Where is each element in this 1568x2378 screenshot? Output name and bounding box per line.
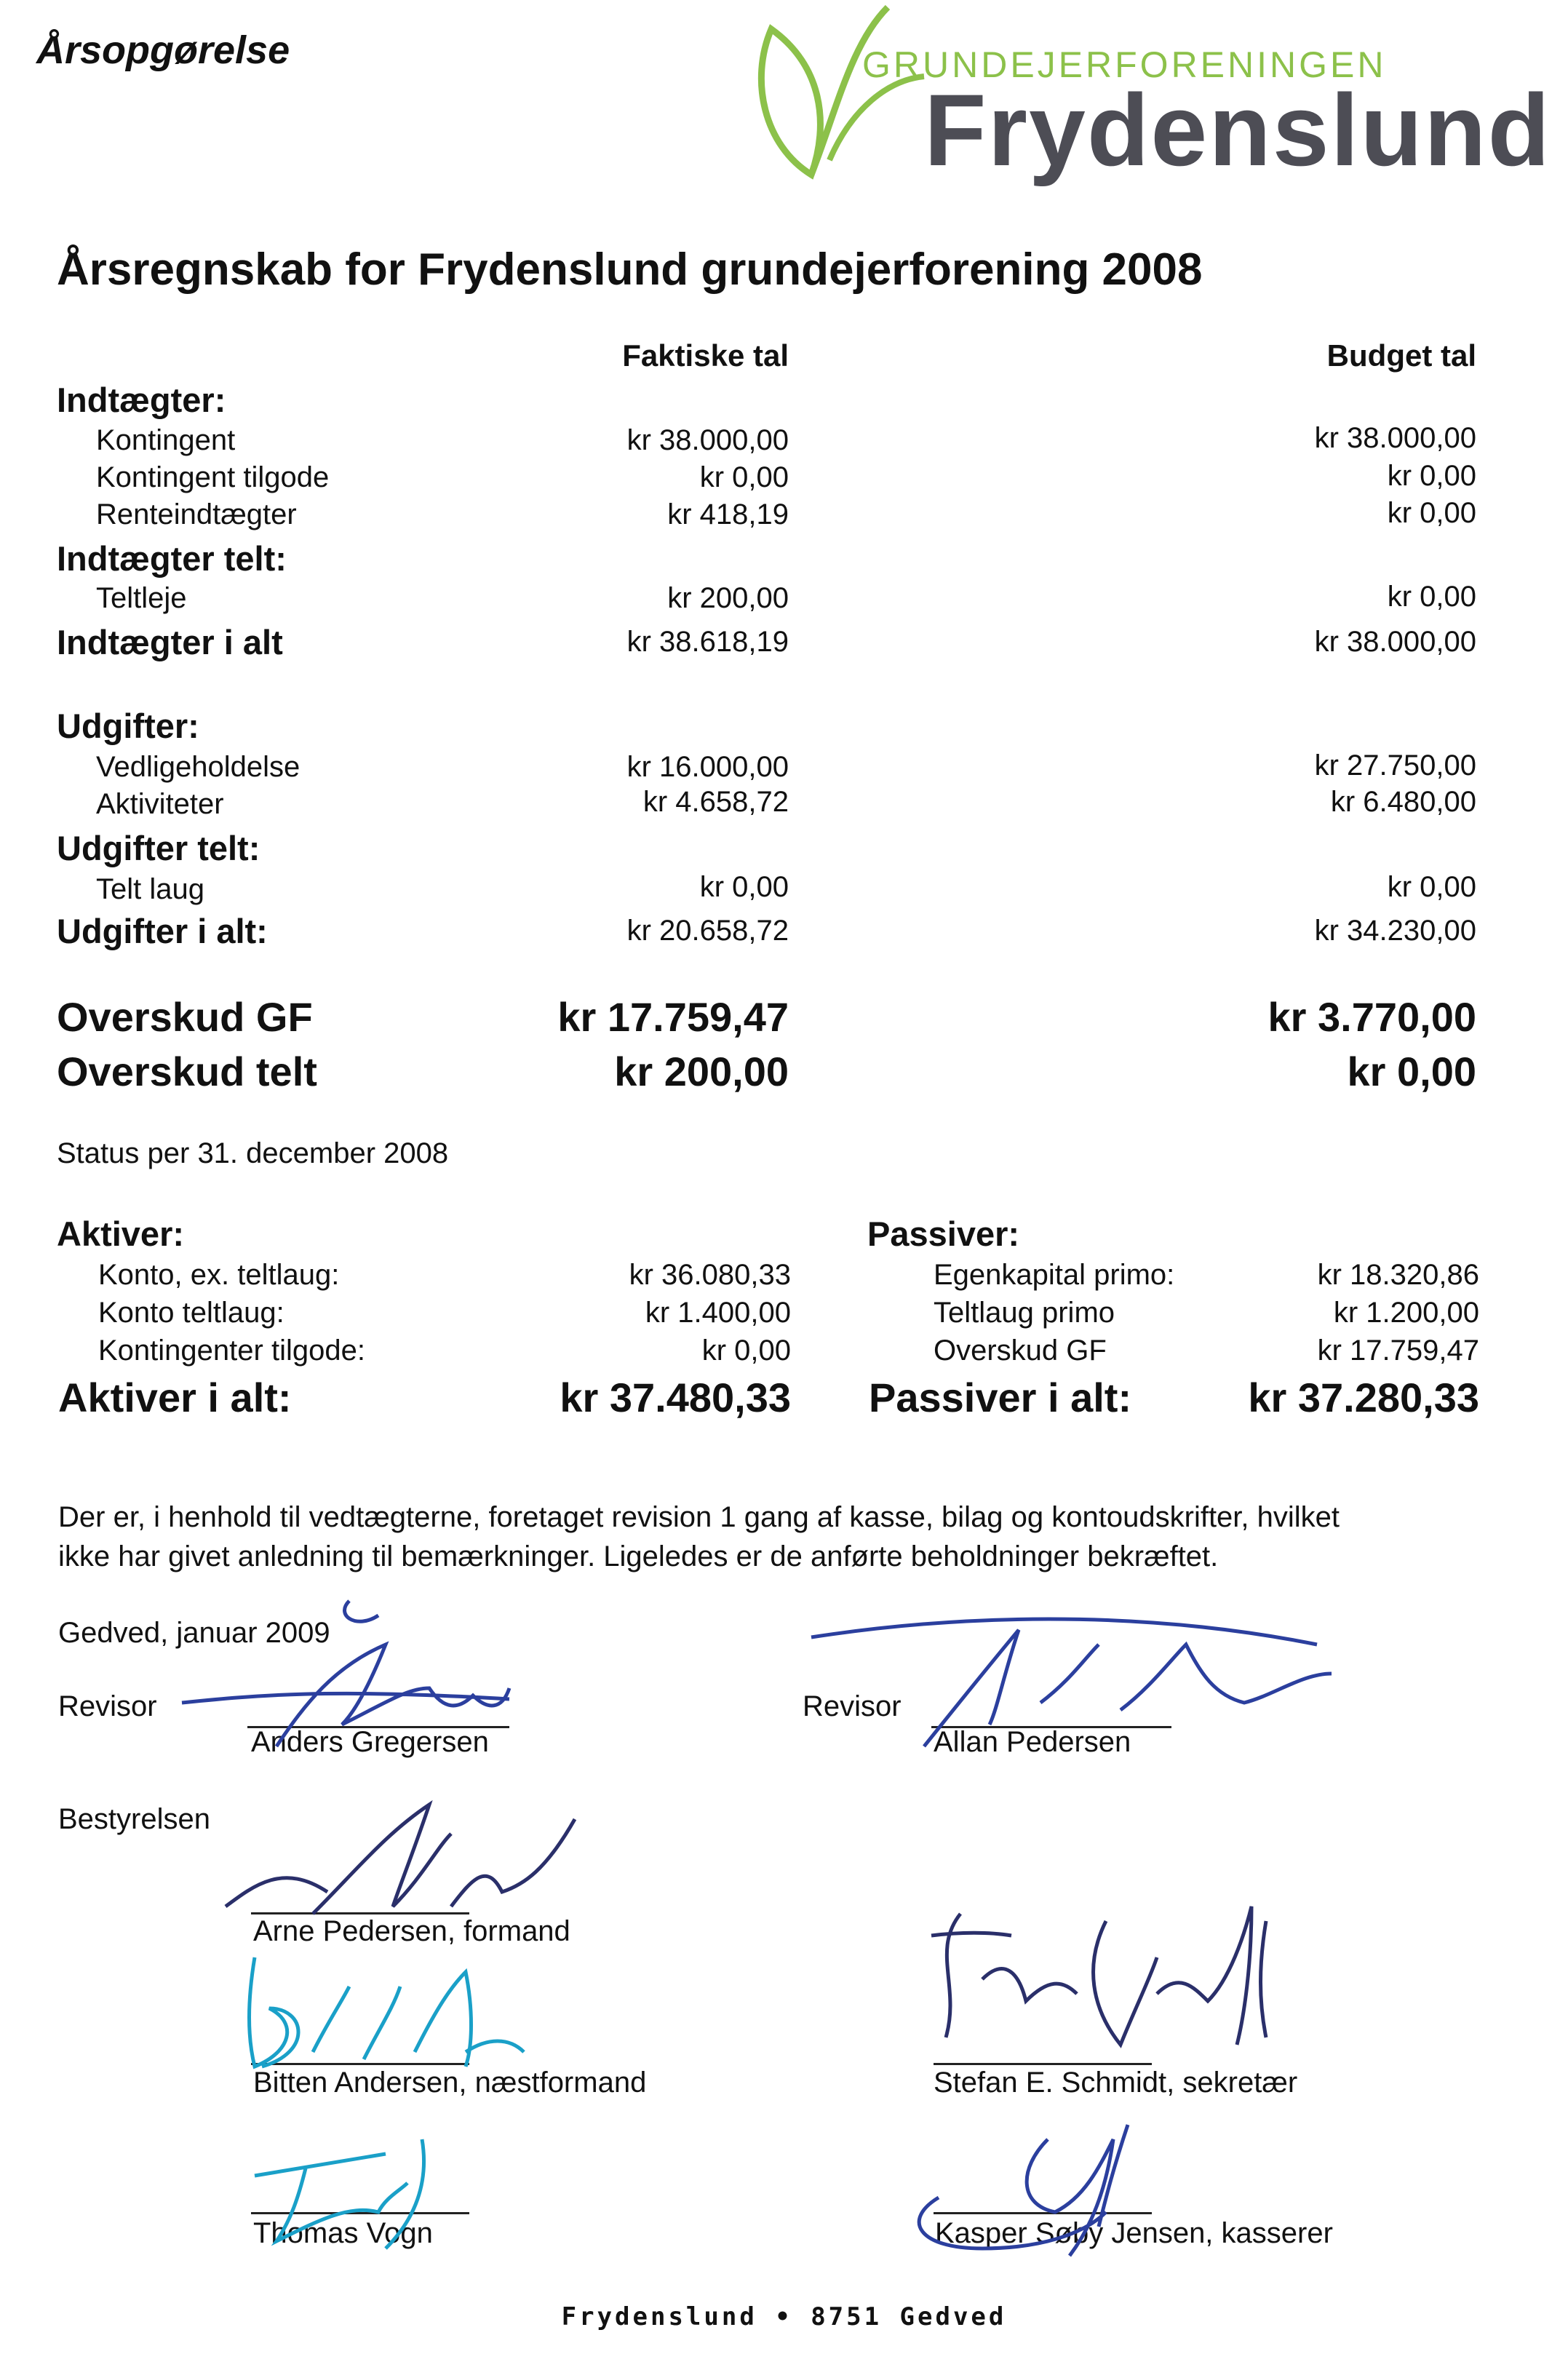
expenses-row-actual: kr 4.658,72: [642, 786, 789, 818]
income-row-actual: kr 38.000,00: [626, 424, 789, 456]
logo-subtitle: GRUNDEJERFORENINGEN: [862, 44, 1387, 85]
surplus-actual: kr 200,00: [614, 1049, 789, 1094]
income-total-budget: kr 38.000,00: [1314, 626, 1476, 658]
assets-row-value: kr 0,00: [701, 1335, 791, 1367]
assets-heading: Aktiver:: [57, 1214, 185, 1253]
surplus-label: Overskud telt: [57, 1049, 317, 1094]
income-heading: Indtægter:: [57, 381, 226, 419]
signature-thomas-vogn: [240, 2125, 473, 2248]
income-total-label: Indtægter i alt: [57, 623, 283, 661]
expenses-row-budget: kr 6.480,00: [1330, 786, 1476, 818]
audit-text-line: ikke har givet anledning til bemærkninger. Ligeledes er de anførte beholdninger bekræftet.: [58, 1540, 1219, 1572]
income-row-actual: kr 418,19: [667, 498, 789, 530]
assets-row-label: Konto, ex. teltlaug:: [98, 1259, 340, 1291]
board-label: Bestyrelsen: [58, 1803, 210, 1835]
income-row-label: Kontingent: [96, 424, 236, 456]
assets-total-value: kr 37.480,33: [560, 1375, 791, 1420]
place-date: Gedved, januar 2009: [58, 1617, 330, 1649]
board-member-name: Arne Pedersen, formand: [253, 1915, 570, 1947]
expenses-row-actual: kr 16.000,00: [626, 751, 789, 783]
surplus-label: Overskud GF: [57, 994, 313, 1040]
signature-stefan-schmidt: [917, 1892, 1310, 2074]
auditor-role: Revisor: [58, 1690, 157, 1722]
liabilities-row-label: Overskud GF: [934, 1335, 1107, 1367]
surplus-budget: kr 0,00: [1347, 1049, 1476, 1094]
assets-row-value: kr 1.400,00: [645, 1297, 791, 1329]
signature-anders-gregersen: [167, 1601, 546, 1761]
income-total-actual: kr 38.618,19: [626, 626, 789, 658]
expenses-tent-row-label: Telt laug: [96, 873, 204, 905]
signature-bitten-andersen: [233, 1943, 538, 2081]
income-row-actual: kr 0,00: [699, 461, 789, 493]
liabilities-row-value: kr 17.759,47: [1317, 1335, 1479, 1367]
income-row-budget: kr 38.000,00: [1314, 422, 1476, 454]
expenses-tent-row-actual: kr 0,00: [699, 871, 789, 903]
surplus-budget: kr 3.770,00: [1267, 994, 1476, 1040]
income-row-budget: kr 0,00: [1387, 460, 1476, 492]
expenses-row-budget: kr 27.750,00: [1314, 749, 1476, 782]
column-header-actual: Faktiske tal: [622, 338, 789, 373]
board-member-name: Stefan E. Schmidt, sekretær: [934, 2067, 1298, 2099]
assets-row-value: kr 36.080,33: [629, 1259, 791, 1291]
column-header-budget: Budget tal: [1326, 338, 1476, 373]
auditor-name: Allan Pedersen: [934, 1726, 1131, 1758]
liabilities-total-label: Passiver i alt:: [869, 1375, 1132, 1420]
expenses-total-actual: kr 20.658,72: [626, 915, 789, 947]
signature-allan-pedersen: [808, 1601, 1361, 1761]
board-member-name: Thomas Vogn: [253, 2217, 433, 2249]
expenses-tent-row-budget: kr 0,00: [1387, 871, 1476, 903]
income-row-label: Kontingent tilgode: [96, 461, 330, 493]
expenses-heading: Udgifter:: [57, 707, 199, 745]
page-title: Årsregnskab for Frydenslund grundejerforening 2008: [57, 244, 1203, 295]
board-member-name: Bitten Andersen, næstformand: [253, 2067, 647, 2099]
liabilities-row-label: Teltlaug primo: [934, 1297, 1115, 1329]
signature-arne-pedersen: [211, 1790, 589, 1936]
board-member-name: Kasper Søby Jensen, kasserer: [935, 2217, 1333, 2249]
income-tent-heading: Indtægter telt:: [57, 539, 287, 578]
document-label: Årsopgørelse: [36, 28, 290, 72]
income-row-label: Renteindtægter: [96, 498, 297, 530]
liabilities-row-value: kr 18.320,86: [1317, 1259, 1479, 1291]
assets-total-label: Aktiver i alt:: [58, 1375, 292, 1420]
expenses-row-label: Aktiviteter: [96, 788, 224, 820]
liabilities-heading: Passiver:: [867, 1214, 1020, 1253]
liabilities-row-label: Egenkapital primo:: [934, 1259, 1175, 1291]
status-line: Status per 31. december 2008: [57, 1137, 449, 1169]
expenses-tent-heading: Udgifter telt:: [57, 829, 260, 867]
surplus-actual: kr 17.759,47: [557, 994, 789, 1040]
footer: Frydenslund • 8751 Gedved: [561, 2302, 1007, 2331]
audit-text-line: Der er, i henhold til vedtægterne, foretaget revision 1 gang af kasse, bilag og kontoudskrifter, hvilket: [58, 1501, 1340, 1533]
signature-kasper-jensen: [895, 2110, 1201, 2256]
expenses-total-label: Udgifter i alt:: [57, 912, 268, 950]
expenses-row-label: Vedligeholdelse: [96, 751, 301, 783]
logo-name: Frydenslund: [924, 73, 1552, 187]
income-tent-row-label: Teltleje: [96, 582, 187, 614]
auditor-name: Anders Gregersen: [251, 1726, 489, 1758]
income-row-budget: kr 0,00: [1387, 497, 1476, 529]
liabilities-total-value: kr 37.280,33: [1248, 1375, 1479, 1420]
income-tent-row-actual: kr 200,00: [667, 582, 789, 614]
assets-row-label: Kontingenter tilgode:: [98, 1335, 365, 1367]
assets-row-label: Konto teltlaug:: [98, 1297, 284, 1329]
expenses-total-budget: kr 34.230,00: [1314, 915, 1476, 947]
liabilities-row-value: kr 1.200,00: [1333, 1297, 1479, 1329]
income-tent-row-budget: kr 0,00: [1387, 581, 1476, 613]
auditor-role: Revisor: [803, 1690, 902, 1722]
